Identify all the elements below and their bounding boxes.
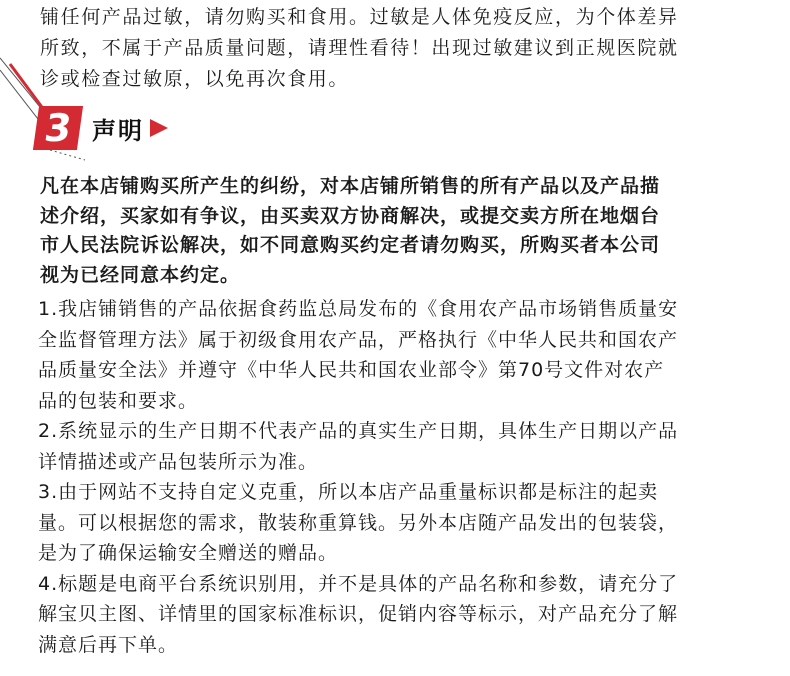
text-line: 满意后再下单。 (38, 633, 179, 656)
text-line: 述介绍，买家如有争议，由买卖双方协商解决，或提交卖方所在地烟台 (40, 204, 661, 227)
section-header (36, 106, 168, 150)
notes-list (38, 294, 783, 660)
text-line: 3.由于网站不支持自定义克重，所以本店产品重量标识都是标注的起卖 (38, 481, 659, 503)
text-line: 4.标题是电商平台系统识别用，并不是具体的产品名称和参数，请充分了 (38, 572, 679, 595)
text-line: 全监督管理方法》属于初级食用农产品，严格执行《中华人民共和国农产 (38, 328, 679, 351)
section-number-badge: 3 (33, 106, 83, 150)
play-triangle-icon (150, 119, 168, 137)
text-line: 1.我店铺销售的产品依据食药监总局发布的《食用农产品市场销售质量安 (38, 298, 679, 320)
text-line: 品的包装和要求。 (38, 389, 199, 412)
text-line: 是为了确保运输安全赠送的赠品。 (38, 542, 339, 564)
text-line: 解宝贝主图、详情里的国家标准标识，促销内容等标示，对产品充分了解 (38, 603, 679, 625)
text-line: 所致，不属于产品质量问题，请理性看待！出现过敏建议到正规医院就 (40, 37, 679, 59)
text-line: 市人民法院诉讼解决，如不同意购买约定者请勿购买，所购买者本公司 (40, 234, 661, 256)
text-line: 品质量安全法》并遵守《中华人民共和国农业部令》第70号文件对农产 (38, 359, 665, 381)
section-title: 声明 (92, 116, 144, 145)
allergy-notice (40, 2, 780, 95)
text-line: 凡在本店铺购买所产生的纠纷，对本店铺所销售的所有产品以及产品描 (40, 175, 661, 197)
text-line: 诊或检查过敏原，以免再次食用。 (40, 68, 350, 90)
text-line: 量。可以根据您的需求，散装称重算钱。另外本店随产品发出的包装袋， (38, 511, 679, 534)
text-line: 2.系统显示的生产日期不代表产品的真实生产日期，具体生产日期以产品 (38, 420, 679, 442)
text-line: 详情描述或产品包装所示为准。 (38, 450, 319, 473)
text-line: 视为已经同意本约定。 (40, 263, 241, 286)
statement-paragraph (40, 172, 780, 290)
text-line: 铺任何产品过敏，请勿购买和食用。过敏是人体免疫反应，为个体差异 (40, 6, 679, 28)
